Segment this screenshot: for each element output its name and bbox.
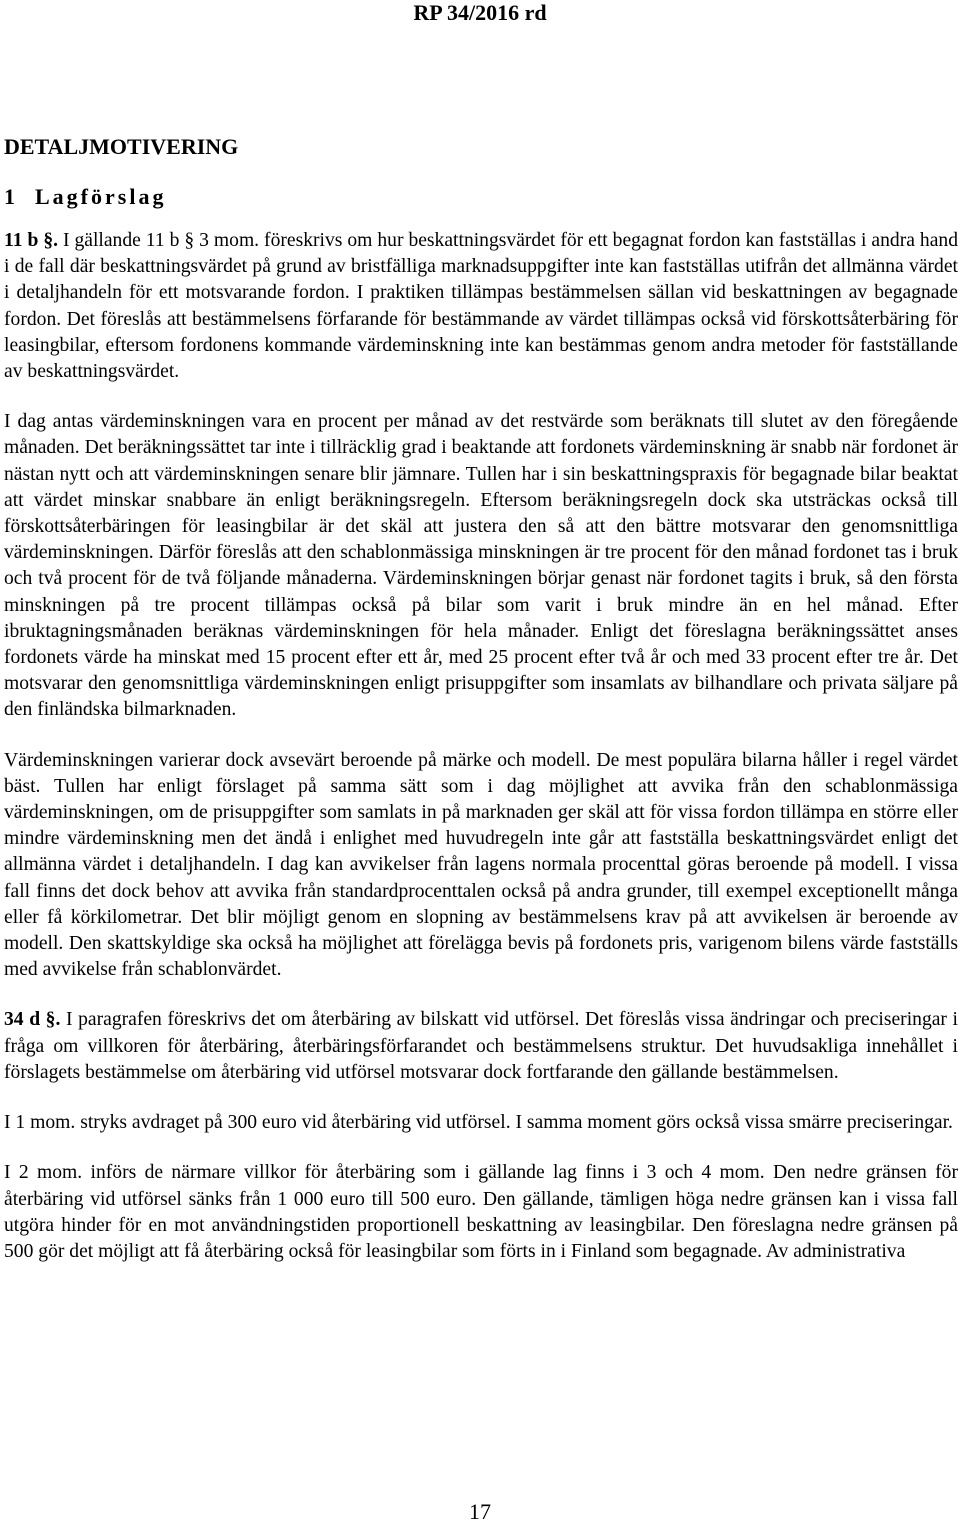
paragraph-text: I 1 mom. stryks avdraget på 300 euro vid återbäring vid utförsel. I samma moment görs också vissa smärre preciseringar.: [4, 1112, 953, 1134]
paragraph-text: I dag antas värdeminskningen vara en procent per månad av det restvärde som beräknats till slutet av den föregående månaden. Det beräkningssättet tar inte i tillräcklig grad i beaktande att fordonets värdeminskning är snabb när fordonet är nästan nytt och att värdeminskningen senare blir jämnare. Tullen har i sin beskattningspraxis för begagnade bilar beaktat att värdet minskar snabbare än enligt beräkningsregeln. Eftersom beräkningsregeln dock ska utsträckas också till förskottsåterbäringen för leasingbilar är det skäl att justera den så att den bättre motsvarar den genomsnittliga värdeminskningen. Därför föreslås att den schablonmässiga minskningen är tre procent för den månad fordonet tas i bruk och två procent för de två följande månaderna. Värdeminskningen börjar genast när fordonet tagits i bruk, så den första minskningen på tre procent tillämpas också på bilar som varit i bruk mindre än en hel månad. Efter ibruktagningsmånaden beräknas värdeminskningen för hela månader. Enligt det föreslagna beräkningssättet anses fordonets värde ha minskat med 15 procent efter ett år, med 25 procent efter två år och med 33 procent efter tre år. Det motsvarar den genomsnittliga värdeminskningen enligt prisuppgifter som insamlats av bilhandlare och privata säljare på den finländska bilmarknaden.: [4, 411, 958, 721]
document-header: RP 34/2016 rd: [413, 0, 547, 25]
section-heading: [4, 184, 958, 210]
main-heading: DETALJMOTIVERING: [4, 134, 239, 159]
paragraph-34d: [4, 1007, 958, 1086]
section-lead-11b: 11 b §.: [4, 230, 59, 251]
page-number: 17: [469, 1499, 491, 1524]
paragraph-text: I paragrafen föreskrivs det om återbäring av bilskatt vid utförsel. Det föreslås vissa ändringar och preciseringar i fråga om villkoren för återbäring, återbäringsförfarandet och bestämmelsens struktur. Det huvudsakliga innehållet i förslagets bestämmelse om återbäring vid utförsel motsvarar dock fortfarande den gällande bestämmelsen.: [4, 1009, 959, 1083]
paragraph-text: Värdeminskningen varierar dock avsevärt beroende på märke och modell. De mest populära bilarna håller i regel värdet bäst. Tullen har enligt förslaget på samma sätt som i dag möjlighet att avvika från den schablonmässiga värdeminskningen, om de prisuppgifter som samlats in på marknaden ger skäl att för vissa fordon tillämpa en större eller mindre värdeminskning men det ändå i enlighet med huvudregeln inte går att fastställa beskattningsvärdet enligt det allmänna värdet i detaljhandeln. I dag kan avvikelser från lagens normala procenttal göras beroende på modell. I vissa fall finns det dock behov att avvika från standardprocenttalen också på andra grunder, till exempel exceptionellt många eller få körkilometrar. Det blir möjligt genom en slopning av bestämmelsens krav på att avvikelsen är beroende av modell. Den skattskyldige ska också ha möjlighet att förelägga bevis på fordonets pris, varigenom bilens värde fastställs med avvikelse från schablonvärdet.: [4, 749, 958, 981]
section-number: 1: [4, 184, 15, 209]
document-body: [4, 134, 958, 1289]
paragraph-value-reduction: [4, 409, 958, 723]
paragraph-variation: [4, 748, 958, 984]
paragraph-text: I gällande 11 b § 3 mom. föreskrivs om hur beskattningsvärdet för ett begagnat fordon kan fastställas i andra hand i de fall där beskattningsvärdet på grund av bristfälliga marknadsuppgifter inte kan fastställas utifrån det allmänna värdet i detaljhandeln för ett motsvarande fordon. I praktiken tillämpas bestämmelsen sällan vid beskattningen av begagnade fordon. Det föreslås att bestämmelsens förfarande för bestämmande av värdet tillämpas också vid förskottsåterbäring för leasingbilar, eftersom fordonens kommande värdeminskning inte kan bestämmas genom andra metoder för fastställande av beskattningsvärdet.: [4, 230, 958, 383]
paragraph-mom-1: [4, 1110, 958, 1136]
paragraph-11b: [4, 228, 958, 385]
paragraph-mom-2: [4, 1160, 958, 1265]
section-lead-34d: 34 d §.: [4, 1009, 61, 1031]
section-label: Lagförslag: [35, 184, 167, 209]
paragraph-text: I 2 mom. införs de närmare villkor för återbäring som i gällande lag finns i 3 och 4 mom. Den nedre gränsen för återbäring vid utförsel sänks från 1 000 euro till 500 euro. Den gällande, tämligen höga nedre gränsen kan i vissa fall utgöra hinder för en mot användningstiden proportionell beskattning av leasingbilar. Den föreslagna nedre gränsen på 500 gör det möjligt att få återbäring också för leasingbilar som förts in i Finland som begagnade. Av administrativa: [4, 1162, 958, 1262]
